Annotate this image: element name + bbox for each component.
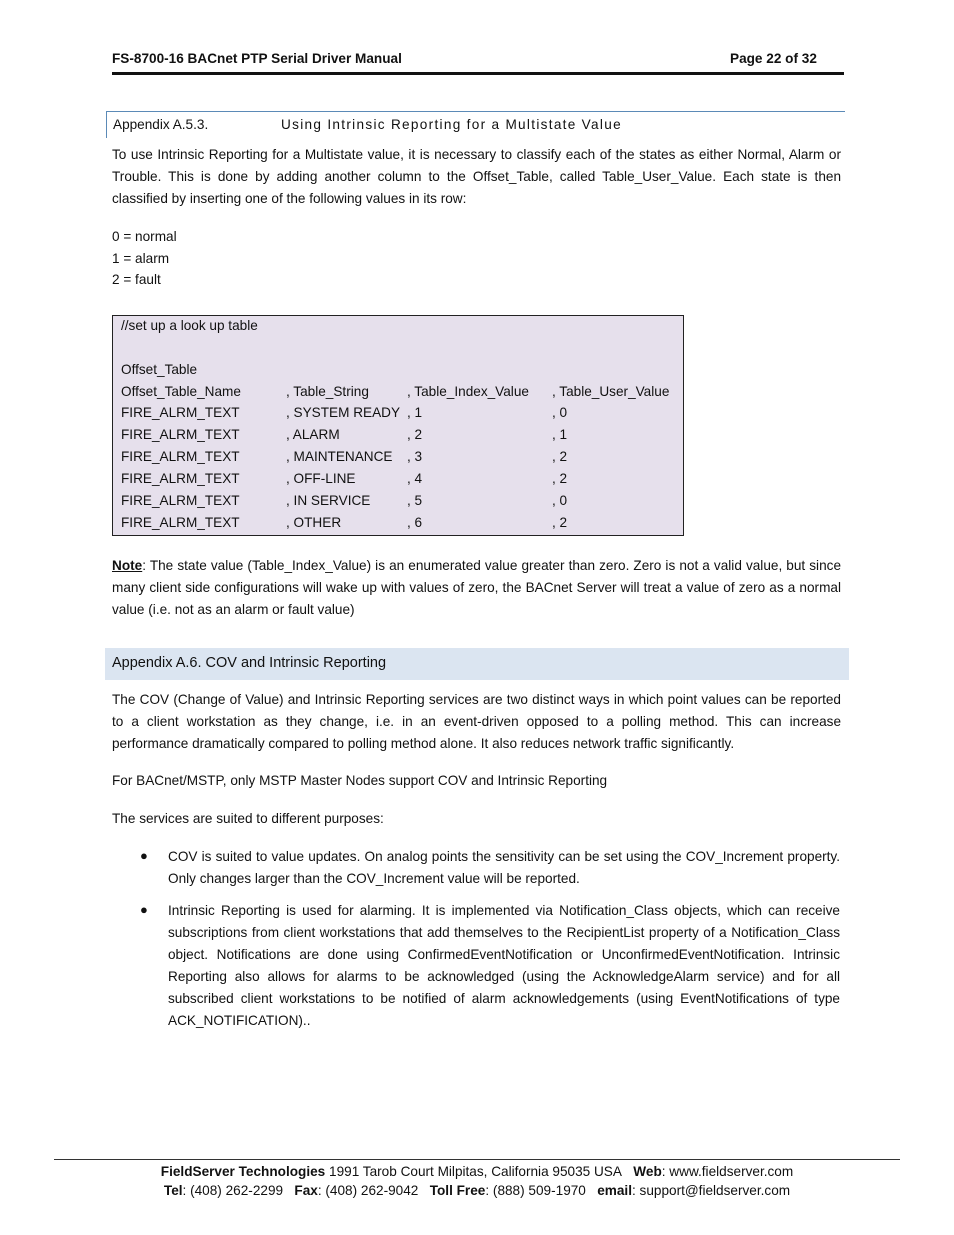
code-cell: FIRE_ALRM_TEXT — [121, 427, 240, 442]
section-title: Appendix A.6. COV and Intrinsic Reporting — [112, 655, 387, 671]
footer-web: : www.fieldserver.com — [661, 1164, 794, 1179]
bullet-item — [168, 900, 840, 1032]
code-cell: , 1 — [407, 405, 423, 420]
code-cell: FIRE_ALRM_TEXT — [121, 493, 240, 508]
bullet-icon: ● — [140, 848, 148, 863]
code-cell: , MAINTENANCE — [286, 449, 393, 464]
code-cell: , 2 — [552, 471, 568, 486]
footer-line-2 — [0, 1183, 954, 1198]
mstp-paragraph — [112, 770, 841, 792]
code-cell: , 4 — [407, 471, 423, 486]
cov-text: The COV (Change of Value) and Intrinsic Reporting services are two distinct ways in which point values can be reported to a client workstation as they change, i.e. in an event-driven opposed to a polling method. This can increase performance dramatically compared to polling method alone. It also reduces network traffic significantly. — [112, 692, 841, 751]
note-label: Note — [112, 558, 143, 573]
code-cell: , 2 — [407, 427, 423, 442]
page-number: Page 22 of 32 — [730, 51, 817, 66]
footer-tollfree-label: Toll Free — [429, 1183, 486, 1198]
note-paragraph — [112, 555, 841, 621]
purposes-text: The services are suited to different purposes: — [112, 811, 384, 826]
footer-web-label: Web — [633, 1164, 662, 1179]
list-item: 2 = fault — [112, 272, 161, 287]
footer-company: FieldServer Technologies — [160, 1164, 326, 1179]
code-comment: //set up a look up table — [121, 318, 258, 333]
intro-text: To use Intrinsic Reporting for a Multistate value, it is necessary to classify each of the states as either Normal, Alarm or Trouble. This is done by adding another column to the Offset_Table, called Table_User_Value. Each state is then classified by inserting one of the following values in its row: — [112, 147, 841, 206]
code-cell: , 0 — [552, 405, 568, 420]
code-column: , Table_String — [286, 384, 369, 399]
state-values-list — [112, 226, 177, 291]
code-cell: , 2 — [552, 515, 568, 530]
footer-tollfree: : (888) 509-1970 — [485, 1183, 586, 1198]
subsection-title: Using Intrinsic Reporting for a Multistate Value — [281, 117, 622, 132]
list-item: 1 = alarm — [112, 250, 170, 266]
subsection-number: Appendix A.5.3. — [113, 117, 209, 132]
footer-tel-label: Tel — [163, 1183, 183, 1198]
code-cell: FIRE_ALRM_TEXT — [121, 471, 240, 486]
code-column: Offset_Table_Name — [121, 384, 241, 399]
purposes-paragraph — [112, 808, 841, 830]
footer-divider — [54, 1159, 900, 1160]
code-cell: , OFF-LINE — [286, 471, 356, 486]
intro-paragraph — [112, 144, 841, 210]
code-column: , Table_User_Value — [552, 384, 670, 399]
code-cell: , ALARM — [286, 427, 340, 442]
code-cell: , OTHER — [286, 515, 342, 530]
code-cell: FIRE_ALRM_TEXT — [121, 405, 240, 420]
code-cell: , 1 — [552, 427, 568, 442]
code-cell: , 5 — [407, 493, 423, 508]
code-cell: , 0 — [552, 493, 568, 508]
bullet-item — [168, 846, 840, 890]
header-divider — [112, 72, 844, 75]
bullet-icon: ● — [140, 902, 148, 917]
footer-address: 1991 Tarob Court Milpitas, California 95035 USA — [325, 1164, 622, 1179]
footer-tel: : (408) 262-2299 — [182, 1183, 284, 1198]
code-column: , Table_Index_Value — [407, 384, 529, 399]
mstp-text: For BACnet/MSTP, only MSTP Master Nodes support COV and Intrinsic Reporting — [112, 773, 608, 788]
footer-fax: : (408) 262-9042 — [317, 1183, 419, 1198]
code-cell: , 6 — [407, 515, 423, 530]
code-cell: , 3 — [407, 449, 423, 464]
bullet-text: COV is suited to value updates. On analog points the sensitivity can be set using the COV_Increment property. Only changes larger than the COV_Increment value will be reported. — [168, 849, 840, 886]
list-item: 0 = normal — [112, 229, 177, 244]
note-text: : The state value (Table_Index_Value) is an enumerated value greater than zero. Zero is not a valid value, but since many client side configurations will wake up with values of zero, the BACnet Server will treat a value of zero as a normal value (i.e. not as an alarm or fault value) — [112, 558, 841, 617]
code-table-name: Offset_Table — [121, 362, 198, 377]
code-cell: FIRE_ALRM_TEXT — [121, 515, 240, 530]
code-cell: , IN SERVICE — [286, 493, 371, 508]
footer-line-1 — [0, 1164, 954, 1179]
document-title: FS-8700-16 BACnet PTP Serial Driver Manual — [112, 51, 402, 66]
code-cell: FIRE_ALRM_TEXT — [121, 449, 240, 464]
cov-paragraph — [112, 689, 841, 755]
bullet-text: Intrinsic Reporting is used for alarming. It is implemented via Notification_Class objects, which can receive subscriptions from client workstations that add themselves to the RecipientList property of a Notification_Class object. Notifications are done using ConfirmedEventNotification or UnconfirmedEventNotification. Intrinsic Reporting also allows for alarms to be acknowledged (using the AcknowledgeAlarm service) and for all subscribed client workstations to be notified of alarm acknowledgements (using EventNotifications of type ACK_NOTIFICATION).. — [168, 903, 840, 1028]
footer-fax-label: Fax — [294, 1183, 318, 1198]
footer-email: : support@fieldserver.com — [631, 1183, 791, 1198]
code-cell: , 2 — [552, 449, 568, 464]
footer-email-label: email — [597, 1183, 632, 1198]
code-cell: , SYSTEM READY — [286, 405, 401, 420]
